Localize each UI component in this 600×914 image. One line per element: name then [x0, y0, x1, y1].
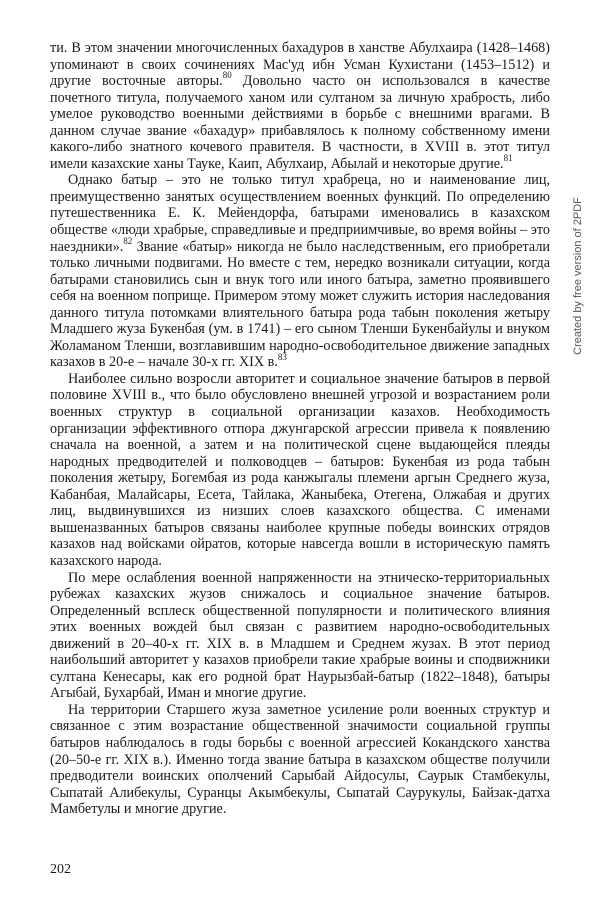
paragraph-3 [50, 371, 550, 570]
footnote-ref: 80 [222, 70, 232, 81]
paragraph-4 [50, 570, 550, 702]
footnote-ref: 81 [503, 153, 513, 164]
text-run: Довольно часто он использовался в качестве почетного титула, получаемого ханом или султаном за личную храбрость, либо умелое руководство военными действиями в борьбе с внешними врагами. В данном случае звание «бахадур» прибавлялось к полному собственному имени какого-либо знатного кочевого правителя. В частности, в XVIII в. этот титул имели казахские ханы Тауке, Каип, Абулхаир, Абылай и некоторые другие. [50, 73, 550, 172]
text-run: По мере ослабления военной напряженности на этническо-территориальных рубежах казахских жузов снижалось и социальное значение батыров. Определенный всплеск общественной популярности и политического влияния этих военных вождей был связан с развитием народно-освободительных движений в 20–40-х гг. XIX в. в Младшем и Среднем жузах. В этот период наибольший авторитет у казахов приобрели такие храбрые воины и сподвижники султана Кенесары, как его родной брат Наурызбай-батыр (1822–1848), батыры Агыбай, Бухарбай, Иман и многие другие. [50, 569, 550, 702]
text-run: На территории Старшего жуза заметное усиление роли военных структур и связанное с этим возрастание общественной значимости социальной группы батыров наблюдалось в годы борьбы с военной агрессией Кокандского ханства (20–50-е гг. XIX в.). Именно тогда звание батыра в казахском обществе получили предводители воинских ополчений Сарыбай Айдосулы, Саурык Стамбекулы, Сыпатай Алибекулы, Суранцы Акымбекулы, Сыпатай Саурукулы, Байзак-датха Мамбетулы и многие другие. [50, 701, 550, 818]
text-run: ти. В этом значении многочисленных бахадуров в ханстве Абулхаира (1428–1468) упоминают в своих сочинениях Мас'уд ибн Усман Кухистани (1453–1512) и другие восточные авторы. [50, 40, 550, 90]
footnote-ref: 83 [277, 351, 287, 362]
text-run: Однако батыр – это не только титул храбреца, но и наименование лиц, преимущественно занятых осуществлением военных функций. По определению путешественника Е. К. Мейендорфа, батырами именовались в казахском обществе «люди храбрые, справедливые и предприимчивые, во время войны – это наездники». [50, 172, 550, 255]
watermark-text: Created by free version of 2PDF [572, 197, 584, 355]
text-run: Звание «батыр» никогда не было наследственным, его приобретали только личными подвигами. Но вместе с тем, нередко возникали ситуации, когда батырами становились сын и внук того или иного батыра, заметно проявившего себя на военном поприще. Примером этому может служить история наследования данного титула потомками влиятельного батыра рода табын поколения жетыру Младшего жуза Букенбая (ум. в 1741) – его сыном Тленши Букенбайулы и внуком Жоламаном Тленши, возглавившим народно-освободительное движение западных казахов в 20-е – начале 30-х гг. XIX в. [50, 238, 550, 371]
paragraph-1 [50, 40, 550, 172]
page-number: 202 [50, 862, 71, 877]
footnote-ref: 82 [123, 235, 133, 246]
paragraph-2 [50, 172, 550, 371]
text-run: Наиболее сильно возросли авторитет и социальное значение батыров в первой половине XVIII в., что было обусловлено внешней угрозой и возрастанием роли военных структур в социальной организации казахов. Необходимость организации эффективного отпора джунгарской агрессии привела к появлению сначала на военной, а затем и на политической сцене выдающейся плеяды народных предводителей и полководцев – батыров: Букенбая из рода табын поколения жетыру, Богембая из рода канжыгалы племени аргын Среднего жуза, Кабанбая, Малайсары, Есета, Тайлака, Жаныбека, Отегена, Олжабая и других лиц, выдвинувшихся из низших слоев казахского общества. С именами вышеназванных батыров связаны наиболее крупные победы воинских отрядов казахов над войсками ойратов, которые навсегда вошли в историческую память казахского народа. [50, 370, 550, 569]
body-text [50, 40, 550, 818]
paragraph-5 [50, 702, 550, 818]
